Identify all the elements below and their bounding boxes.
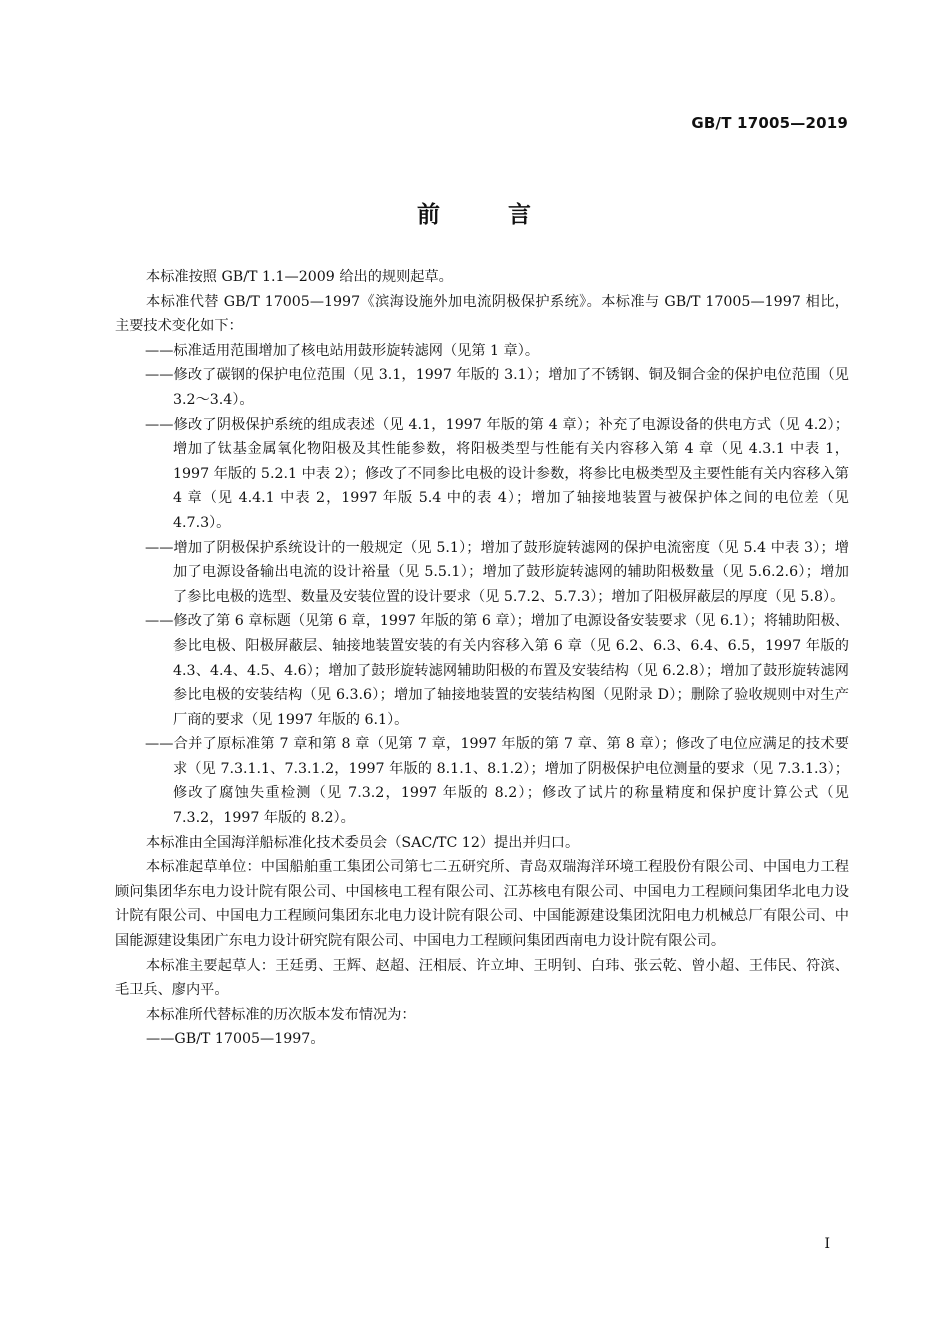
paragraph-drafters: 本标准主要起草人：王廷勇、王辉、赵超、汪相辰、许立坤、王明钊、白玮、张云乾、曾小超、王伟民、符滨、毛卫兵、廖内平。 [115, 957, 849, 999]
change-item: ——修改了碳钢的保护电位范围（见 3.1，1997 年版的 3.1）；增加了不锈钢、铜及铜合金的保护电位范围（见 3.2～3.4）。 [145, 367, 849, 408]
paragraph-drafting-units: 本标准起草单位：中国船舶重工集团公司第七二五研究所、青岛双瑞海洋环境工程股份有限公司、中国电力工程顾问集团华东电力设计院有限公司、中国核电工程有限公司、江苏核电有限公司、中国电力工程顾问集团华北电力设计院有限公司、中国电力工程顾问集团东北电力设计院有限公司、中国能源建设集团沈阳电力机械总厂有限公司、中国能源建设集团广东电力设计研究院有限公司、中国电力工程顾问集团西南电力设计院有限公司。 [115, 859, 849, 950]
page-number: I [824, 1236, 830, 1252]
change-item: ——标准适用范围增加了核电站用鼓形旋转滤网（见第 1 章）。 [145, 342, 540, 359]
history-item: ——GB/T 17005—1997。 [146, 1031, 325, 1048]
change-item: ——合并了原标准第 7 章和第 8 章（见第 7 章，1997 年版的第 7 章、第 8 章）；修改了电位应满足的技术要求（见 7.3.1.1、7.3.1.2，1997 年版的 8.1.1、8.1.2）；增加了阴极保护电位测量的要求（见 7.3.1.3）；修改了腐蚀失重检测（见 7.3.2，1997 年版的 8.2）；修改了试片的称量精度和保护度计算公式（见 7.3.2，1997 年版的 8.2）。 [145, 736, 849, 827]
paragraph-proposer: 本标准由全国海洋船标准化技术委员会（SAC/TC 12）提出并归口。 [146, 834, 580, 851]
paragraph-drafting-rules: 本标准按照 GB/T 1.1—2009 给出的规则起草。 [146, 269, 453, 285]
document-body [115, 265, 849, 1052]
change-item: ——修改了阴极保护系统的组成表述（见 4.1，1997 年版的第 4 章）；补充了电源设备的供电方式（见 4.2）；增加了钛基金属氧化物阳极及其性能参数，将阳极类型与性能有关内容移入第 4 章（见 4.3.1 中表 1，1997 年版的 5.2.1 中表 2）；修改了不同参比电极的设计参数，将参比电极类型及主要性能有关内容移入第 4 章（见 4.4.1 中表 2，1997 年版 5.4 中的表 4）；增加了轴接地装置与被保护体之间的电位差（见 4.7.3）。 [145, 416, 849, 531]
page-title: 前 言 [416, 202, 533, 228]
paragraph-history-intro: 本标准所代替标准的历次版本发布情况为： [146, 1006, 416, 1023]
paragraph-replacement: 本标准代替 GB/T 17005—1997《滨海设施外加电流阴极保护系统》。本标准与 GB/T 17005—1997 相比，主要技术变化如下： [115, 293, 849, 335]
change-item: ——修改了第 6 章标题（见第 6 章，1997 年版的第 6 章）；增加了电源设备安装要求（见 6.1）；将辅助阳极、参比电极、阳极屏蔽层、轴接地装置安装的有关内容移入第 6 章（见 6.2、6.3、6.4、6.5，1997 年版的 4.3、4.4、4.5、4.6）；增加了鼓形旋转滤网辅助阳极的布置及安装结构（见 6.2.8）；增加了鼓形旋转滤网参比电极的安装结构（见 6.3.6）；增加了轴接地装置的安装结构图（见附录 D）；删除了验收规则中对生产厂商的要求（见 1997 年版的 6.1）。 [145, 613, 849, 728]
standard-code: GB/T 17005—2019 [691, 114, 848, 132]
change-item: ——增加了阴极保护系统设计的一般规定（见 5.1）；增加了鼓形旋转滤网的保护电流密度（见 5.4 中表 3）；增加了电源设备输出电流的设计裕量（见 5.5.1）；增加了鼓形旋转滤网的辅助阳极数量（见 5.6.2.6）；增加了参比电极的选型、数量及安装位置的设计要求（见 5.7.2、5.7.3）；增加了阳极屏蔽层的厚度（见 5.8）。 [145, 539, 849, 605]
